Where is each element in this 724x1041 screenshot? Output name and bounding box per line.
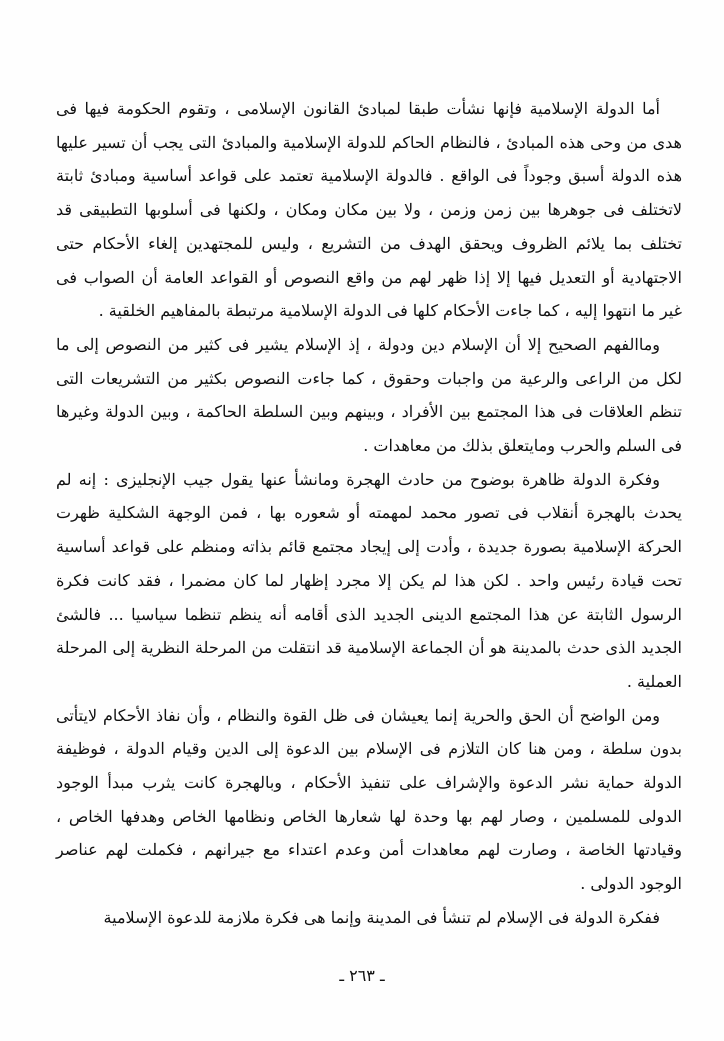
paragraph-islamic-state: أما الدولة الإسلامية فإنها نشأت طبقا لمبادئ القانون الإسلامى ، وتقوم الحكومة فيها فى هدى من وحى هذه المبادئ ، فالنظام الحاكم للدولة الإسلامية والمبادئ التى يجب أن تسير عليها هذه الدولة أسبق وجوداً فى الواقع . فالدولة الإسلامية تعتمد على قواعد أساسية ومبادئ ثابتة لاتختلف فى جوهرها بين زمن وزمن ، ولا بين مكان ومكان ، ولكنها فى أسلوبها التطبيقى قد تختلف بما يلائم الظروف ويحقق الهدف من التشريع ، وليس للمجتهدين إلغاء الأحكام حتى الاجتهادية أو التعديل فيها إلا إذا ظهر لهم من واقع النصوص أو القواعد العامة أن الصواب فى غير ما انتهوا إليه ، كما جاءت الأحكام كلها فى الدولة الإسلامية مرتبطة بالمفاهيم الخلقية . <box>56 99 682 321</box>
paragraph-authority: ومن الواضح أن الحق والحرية إنما يعيشان فى ظل القوة والنظام ، وأن نفاذ الأحكام لايتأتى بدون سلطة ، ومن هنا كان التلازم فى الإسلام بين الدعوة إلى الدين وقيام الدولة ، فوظيفة الدولة حماية نشر الدعوة والإشراف على تنفيذ الأحكام ، وبالهجرة كانت يثرب مبدأ الوجود الدولى للمسلمين ، وصار لهم بها وحدة لها شعارها الخاص ونظامها الخاص وهدفها الخاص ، وقيادتها الخاصة ، وصارت لهم معاهدات أمن وعدم اعتداء مع جيرانهم ، فكملت لهم عناصر الوجود الدولى . <box>56 705 682 894</box>
paragraph-hijra-gibb: وفكرة الدولة ظاهرة بوضوح من حادث الهجرة ومانشأ عنها يقول جيب الإنجليزى : إنه لم يحدث بالهجرة أنقلاب فى تصور محمد لمهمته أو شعوره بها ، فمن الوجهة الشكلية ظهرت الحركة الإسلامية بصورة جديدة ، وأدت إلى إيجاد مجتمع قائم بذاته ومنظم على قواعد أساسية تحت قيادة رئيس واحد . لكن هذا لم يكن إلا مجرد إظهار لما كان مضمرا ، فقد كانت فكرة الرسول الثابتة عن هذا المجتمع الدينى الجديد الذى أقامه أنه ينظم تنظما سياسيا ... فالشئ الجديد الذى حدث بالمدينة هو أن الجماعة الإسلامية قد انتقلت من المرحلة النظرية إلى المرحلة العملية . <box>56 469 682 691</box>
page-number: ـ ٢٦٣ ـ <box>339 966 385 985</box>
paragraph-idea-of-state: ففكرة الدولة فى الإسلام لم تنشأ فى المدينة وإنما هى فكرة ملازمة للدعوة الإسلامية <box>103 907 660 927</box>
body-text <box>56 92 682 935</box>
paragraph-religion-and-state: وماالفهم الصحيح إلا أن الإسلام دين ودولة ، إذ الإسلام يشير فى كثير من النصوص إلى ما لكل من الراعى والرعية من واجبات وحقوق ، كما جاءت النصوص بكثير من التشريعات التى تنظم العلاقات فى هذا المجتمع بين الأفراد ، وبينهم وبين السلطة الحاكمة ، وبين الدولة وغيرها فى السلم والحرب ومايتعلق بذلك من معاهدات . <box>56 334 682 456</box>
